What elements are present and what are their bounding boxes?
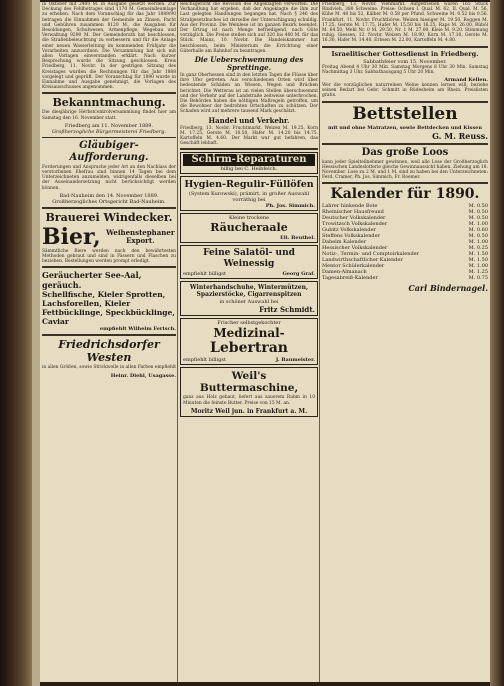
salat-signature: Georg Graf.: [282, 271, 315, 278]
notice-creditors: [42, 140, 176, 205]
leber-headline-2: Lebertran: [210, 340, 288, 357]
waren-text: in schöner Auswahl bei: [219, 299, 279, 306]
schirm-title: Schirm-Reparaturen: [183, 154, 315, 166]
schirm-line: billig bei C. Heibfelch.: [220, 166, 278, 173]
leber-signature: J. Baumeister.: [275, 357, 315, 364]
divider: [322, 101, 488, 103]
ad-winterwaren: [180, 281, 318, 316]
kalender-item-name: Notiz-, Termin- und Comptoirkalender: [322, 251, 419, 258]
gottesdienst-times: Freitag Abend 4 Uhr 30 Min. Samstag Morgens 8 Uhr 30 Min. Samstag Nachmittag 3 Uhr. Sabbathausgang 5 Uhr 20 Min.: [322, 64, 488, 75]
ad-buttermaschine: [180, 367, 318, 416]
ad-fish: [42, 270, 176, 332]
creditors-title: Gläubiger-Aufforderung.: [69, 139, 149, 163]
column-rule: [177, 2, 178, 682]
bier-headline: Bier,: [42, 223, 101, 250]
column-left: [42, 2, 176, 379]
left-page-edge: [32, 0, 40, 686]
divider: [180, 148, 318, 150]
brewery-title: Brauerei Windecker.: [45, 210, 173, 224]
salat-text: empfiehlt billigst: [183, 271, 226, 278]
gottesdienst-subtitle: Sabbathfeier vom 15. November.: [363, 58, 447, 65]
rauch-signature: Eli. Beuthel.: [280, 235, 315, 242]
ad-schirm: [180, 152, 318, 174]
kalender-item-price: M. 1.50: [468, 251, 488, 258]
bier-text: Sämmtliche Biere werden nach den bewährtesten Methoden gebraut und sind in Fässern und Flaschen zu beziehen. Bestellungen werden prompt erledigt.: [42, 248, 176, 265]
divider: [322, 182, 488, 184]
kalender-item-price: M. 0.50: [468, 215, 488, 222]
hygien-signature: Ph. Jos. Simmich.: [265, 203, 315, 210]
article-text: Reichsgericht die Revision des Angeklagten verworfen. Die Verhandlung hat ergeben, daß der Angeklagte die ihm zur Last gelegten Handlungen begangen hat. Nach § 246 des Strafgesetzbuches ist derselbe der Unterschlagung schuldig. Aus der Provinz. Die Weinlese ist im ganzen Bezirk beendet. Der Ertrag ist nach Menge befriedigend, nach Güte vorzüglich. Die Preise stellen sich auf 320 bis 460 M. für das Stück. Mainz, 10. Novbr. Die Handelskammer hat beschlossen, beim Ministerium die Errichtung einer Güterhalle am Bahnhof zu beantragen.: [180, 2, 318, 54]
column-right: [322, 2, 488, 293]
market-report: Friedberg, 13. Novbr. Viehmarkt. Aufgetrieben waren 165 Stück Rindvieh, 380 Schweine. Preise: Ochsen I. Qual. M. 62, II. Qual. M. 56, Kühe M. 48 bis 52, Kälber M. 0.58 per Pfund. Schweine M. 0.52 bis 0.56. Frankfurt, 11. Novbr. Fruchtbörse. Weizen hiesiger M. 19.50, Roggen M. 17.25, Gerste M. 17.75, Hafer M. 15.50 bis 16.25, Raps M. 26.00, Rüböl M. 64.50, Mehl Nr. 0 M. 29.50, Nr. 1 M. 27.00, Kleie M. 9.20. Stimmung ruhig. Giessen, 12. Novbr. Weizen M. 18.90, Korn M. 17.10, Gerste M. 16.30, Hafer M. 14.40, Erbsen M. 22.00, Kartoffeln M. 4.80.: [322, 2, 488, 44]
column-middle: [180, 2, 318, 419]
newspaper-page: [40, 2, 490, 682]
salat-title: Feine Salatöl- und Weinessig: [203, 248, 295, 270]
divider: [42, 137, 176, 138]
bett-text: mit und ohne Matratzen, sowie Bettdecken und Kissen: [328, 124, 482, 131]
loos-text: kann jeder Spielteilnehmer gewinnen, weil alle Lose der Großherzoglich Hessischen Landeslotterie gleiche Gewinnaussicht haben. Ziehung am 18. November. Lose zu 2 M. und 1 M. sind zu haben bei den Unterzeichneten: Ferd. Cramer, Ph. Jos. Simmich, Fr. Roemer.: [322, 159, 488, 181]
loos-title: Das große Loos: [361, 146, 449, 158]
notice-text: Die diesjährige Herbstcontrolversammlung findet hier am Samstag den 16. November statt.: [42, 110, 176, 121]
kalender-item-price: M. 0.75: [468, 275, 488, 282]
notice-place-date: Friedberg am 11. November 1889.: [64, 122, 154, 129]
bett-headline: Bettstellen: [352, 103, 458, 124]
kalender-item-name: Deutscher Volkskalender: [322, 215, 386, 222]
hygien-title: Hygien-Regulir-Füllöfen: [184, 179, 314, 191]
ad-bettstellen: [322, 105, 488, 141]
bett-signature: G. M. Reuss.: [432, 130, 488, 141]
notice-bekanntmachung: [42, 96, 176, 134]
kalender-item-price: M. 1.50: [468, 257, 488, 264]
ad-raeucheraale: [180, 213, 318, 243]
ad-lebertran: [180, 318, 318, 365]
notice-gottesdienst: [322, 50, 488, 99]
kalender-item-price: M. 1.25: [468, 269, 488, 276]
kalender-item-name: Lahrer hinkende Bote: [322, 203, 378, 210]
handel-title: Handel und Verkehr.: [208, 115, 290, 125]
ad-salatoel: [180, 245, 318, 279]
kalender-item: [322, 275, 488, 281]
leber-pre: Frischer selbstgekochter: [217, 320, 281, 327]
ad-westen: [42, 338, 176, 378]
divider: [42, 334, 176, 336]
weil-text: ganz aus Holz gebaut, liefert aus sauerem Rahm in 10 Minuten die feinste Butter. Preise von 15 M. an.: [183, 395, 315, 406]
fish-headline: Geräucherter See-Aal, geräuch.: [42, 270, 142, 291]
gottesdienst-title: Israelitischer Gottesdienst in Friedberg.: [331, 49, 479, 58]
kalender-item-price: M. 0.60: [468, 227, 488, 234]
creditors-signature: Großherzogliches Ortsgericht Bad-Nauheim.: [52, 198, 166, 205]
kalender-item-price: M. 1.00: [468, 221, 488, 228]
section-text: In ganz Oberhessen sind in den letzten Tagen die Flüsse über ihre Ufer getreten. Aus verschiedenen Orten wird über bedeutende Schäden an Wiesen, Wegen und Brücken berichtet. Die Wetterau ist an vielen Stellen überschwemmt und der Verkehr auf der Landstraße zeitweise unterbrochen. Die Behörden haben die nöthigen Maßregeln getroffen, um die Bewohner der bedrohten Ortschaften zu schützen. Der Schaden wird auf mehrere tausend Mark geschätzt.: [180, 73, 318, 115]
westen-signature: Heinr. Diehl, Usagasse.: [110, 372, 176, 379]
divider: [42, 92, 176, 94]
book-binding: [0, 0, 32, 686]
rauch-title: Räucheraale: [210, 221, 288, 235]
westen-text: in allen Größen, sowie Strickwolle in allen Farben empfiehlt: [42, 365, 176, 371]
kalender-item-name: Rheinischer Hausfreund: [322, 209, 384, 216]
kalender-item-name: Steffens Volkskalender: [322, 233, 380, 240]
notice-title: Bekanntmachung.: [52, 96, 166, 110]
leber-headline-1: Medizinal-: [213, 326, 285, 341]
westen-title: Friedrichsdorfer Westen: [58, 338, 160, 365]
divider: [42, 207, 176, 209]
divider: [322, 143, 488, 145]
kalender-item-name: Tagesabreiß-Kalender: [322, 275, 378, 282]
handel-text: Friedberg, 13. Novbr. Fruchtmarkt. Weizen M. 19.25, Korn M. 17.25, Gerste M. 16.50, Hafer M. 14.20 bis 14.75. Kartoffeln M. 4.60. Der Markt war gut befahren, das Geschäft lebhaft.: [180, 125, 318, 147]
kalender-item-name: Landwirthschaftlicher Kalender: [322, 257, 403, 264]
bier-subtitle: Weihenstephaner Export.: [106, 227, 175, 245]
gottesdienst-signature: Armand Kellen.: [444, 77, 488, 84]
kalender-item-name: Gubitz Volkskalender: [322, 227, 376, 234]
ad-hygien: [180, 176, 318, 211]
ad-grosse-loos: [322, 147, 488, 181]
kalender-title: Kalender für 1890.: [330, 186, 480, 203]
creditors-date: Bad-Nauheim den 14. November 1889.: [59, 192, 159, 199]
kalender-item-name: Hessischer Volkskalender: [322, 245, 388, 252]
column-rule: [319, 2, 320, 682]
section-title: Die Ueberschwemmung des Sprettinge.: [194, 55, 304, 73]
kalender-item-price: M. 0.50: [468, 203, 488, 210]
kalender-item-price: M. 0.50: [468, 209, 488, 216]
kalender-item-name: Mentor Schülerkalender: [322, 263, 385, 270]
right-page-edge: [490, 0, 504, 686]
kalender-item-name: Damen-Almanach: [322, 269, 367, 276]
leber-text: empfiehlt billigst: [183, 357, 226, 364]
divider: [322, 46, 488, 48]
kalender-item-price: M. 1.00: [468, 263, 488, 270]
weil-title: Weil's Buttermaschine,: [199, 370, 299, 395]
fish-text: Schellfische, Kieler Sprotten, Lachsforellen, Kieler Fettbücklinge, Speckbücklinge, Caviar: [42, 290, 175, 327]
article-text: in Oktober mit 2400 M. in Ausgabe gesetzt werden. Zur Deckung des Fehlbetrages sind 1170 M. Gemeindeumlage zu erheben. Nach dem Voranschlag für das Jahr 1889/90 betragen die Einnahmen der Gemeinde an Zinsen, Pacht und Gebühren zusammen 8120 M., die Ausgaben für Besoldungen, Schulwesen, Armenpflege, Wegebau und Verwaltung 9290 M. Der Gemeinderath hat beschlossen, die Straßenbeleuchtung zu verbessern und für die Anlage einer neuen Wasserleitung im kommenden Frühjahr die Vorarbeiten anzuordnen. Die Versammlung hat sich mit allen Vorlagen einverstanden erklärt. Nach kurzer Besprechung wurde die Sitzung geschlossen. Kreis Friedberg, 11. Novbr. In der gestrigen Sitzung des Kreistages wurden die Rechnungen für das Jahr 1888 vorgelegt und geprüft. Der Voranschlag für 1890 wurde in Einnahme und Ausgabe genehmigt, die Vorlagen des Kreisausschusses angenommen.: [42, 2, 176, 91]
kalender-item-name: Trowitzsch Volkskalender: [322, 221, 388, 228]
kalender-signature: Carl Bindernagel.: [408, 283, 488, 294]
waren-signature: Fritz Schmidt.: [259, 305, 315, 315]
fish-signature: empfiehlt Wilhelm Fertsch.: [99, 326, 176, 333]
kalender-item-price: M. 1.00: [468, 239, 488, 246]
divider: [42, 266, 176, 268]
ad-brewery: [42, 211, 176, 265]
notice-signature: Großherzogliche Bürgermeisterei Friedberg.: [51, 128, 167, 135]
wine-notice: Wer die vorzüglichen naturreinen Weine kennen lernen will, beziehe seinen Bedarf bei Gebr. Schmitt in Rüdesheim am Rhein. Preislisten gratis.: [322, 83, 488, 99]
creditors-text: Forderungen und Anspruche jeder Art an den Nachlass der verstorbenen Ehefrau sind binnen 14 Tagen bei dem Unterzeichneten anzumelden, widrigenfalls dieselben bei der Auseinandersetzung nicht berücksichtigt werden können.: [42, 164, 176, 191]
kalender-item-price: M. 0.25: [468, 245, 488, 252]
kalender-item-price: M. 0.50: [468, 233, 488, 240]
kalender-list: [322, 203, 488, 281]
rauch-pre: Kleine trockene: [228, 215, 270, 222]
kalender-item-name: Daheim Kalender: [322, 239, 367, 246]
hygien-subtitle: (System Kurowski), prämirt, in großer Auswahl vorräthig bei: [188, 191, 310, 204]
waren-title: Winterhandschuhe, Wintermützen, Spazierstöcke, Cigarrenspitzen: [189, 284, 309, 299]
weil-signature: Moritz Weil jun. in Frankfurt a. M.: [190, 407, 308, 415]
ad-kalender: [322, 186, 488, 293]
